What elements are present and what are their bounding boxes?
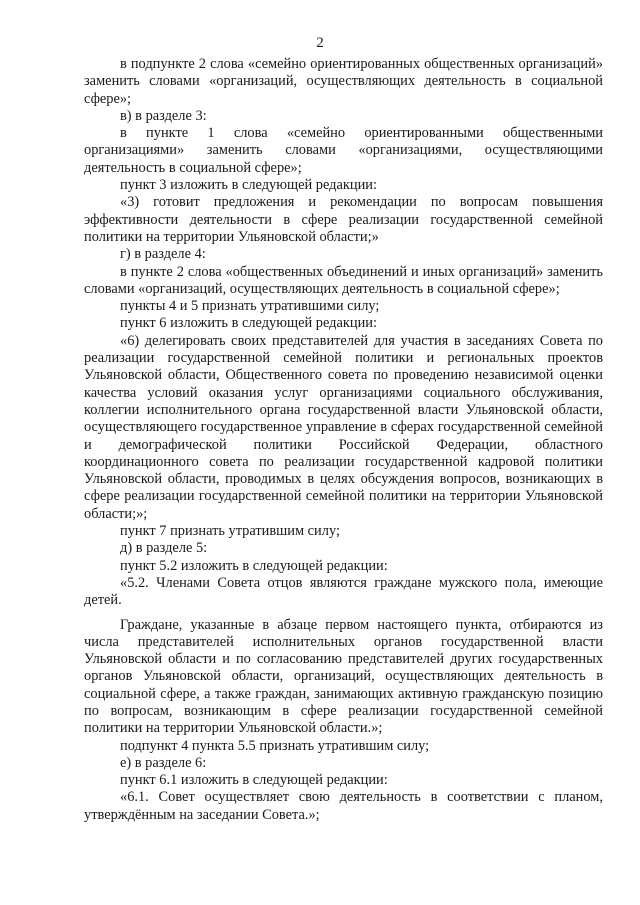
paragraph-citizens-selection: Граждане, указанные в абзаце первом настоящего пункта, отбираются из числа представителей исполнительных органов государственной власти Ульяновской области и по согласованию представителей других государственных органов Ульяновской области, организаций, осуществляющих деятельность в социальной сфере, а также граждан, занимающих активную гражданскую позицию по вопросам, возникающим в сфере реализации государственной семейной политики на территории Ульяновской области.»;	[84, 616, 603, 737]
paragraph-subpoint-2-replacement: в подпункте 2 слова «семейно ориентированных общественных организаций» заменить словами «организаций, осуществляющих деятельность в социальной сфере»;	[84, 56, 603, 107]
paragraph-section-3-heading: в) в разделе 3:	[120, 107, 207, 124]
paragraph-point-5-2-text: «5.2. Членами Совета отцов являются граждане мужского пола, имеющие детей.	[84, 574, 603, 609]
document-body	[84, 56, 603, 824]
paragraph-point-6-intro: пункт 6 изложить в следующей редакции:	[120, 315, 377, 332]
paragraph-subpoint-4-void: подпункт 4 пункта 5.5 признать утратившим силу;	[120, 737, 430, 754]
paragraph-point-2-replacement: в пункте 2 слова «общественных объединений и иных организаций» заменить словами «организаций, осуществляющих деятельность в социальной сфере»;	[84, 263, 603, 297]
paragraph-point-1-replacement: в пункте 1 слова «семейно ориентированными общественными организациями» заменить словами «организациями, осуществляющими деятельность в социальной сфере»;	[84, 125, 603, 176]
paragraph-point-6-1-text: «6.1. Совет осуществляет свою деятельность в соответствии с планом, утверждённым на заседании Совета.»;	[84, 789, 603, 823]
paragraph-section-6-heading: е) в разделе 6:	[120, 754, 207, 771]
paragraph-point-6-1-intro: пункт 6.1 изложить в следующей редакции:	[120, 772, 388, 789]
paragraph-point-3-intro: пункт 3 изложить в следующей редакции:	[120, 177, 377, 194]
paragraph-section-4-heading: г) в разделе 4:	[120, 246, 206, 263]
paragraph-point-3-text: «3) готовит предложения и рекомендации по вопросам повышения эффективности деятельности в сфере реализации государственной семейной политики на территории Ульяновской области;»	[84, 194, 603, 245]
paragraph-point-6-text: «6) делегировать своих представителей для участия в заседаниях Совета по реализации государственной семейной политики и региональных проектов Ульяновской области, Общественного совета по проведению независимой оценки качества условий оказания услуг организациями социального обслуживания, коллегии исполнительного органа государственной власти Ульяновской области, осуществляющего государственное управление в сферах государственной семейной и демографической политики Российской Федерации, областного координационного совета по реализации государственной кадровой политики Ульяновской области, проводимых в целях обсуждения вопросов, возникающих в сфере реализации государственной семейной политики на территории Ульяновской области;»;	[84, 332, 603, 522]
paragraph-point-7-void: пункт 7 признать утратившим силу;	[120, 523, 340, 540]
page-number: 2	[316, 35, 324, 51]
paragraph-points-4-5-void: пункты 4 и 5 признать утратившими силу;	[120, 298, 380, 315]
paragraph-point-5-2-intro: пункт 5.2 изложить в следующей редакции:	[120, 557, 388, 574]
paragraph-section-5-heading: д) в разделе 5:	[120, 540, 208, 557]
